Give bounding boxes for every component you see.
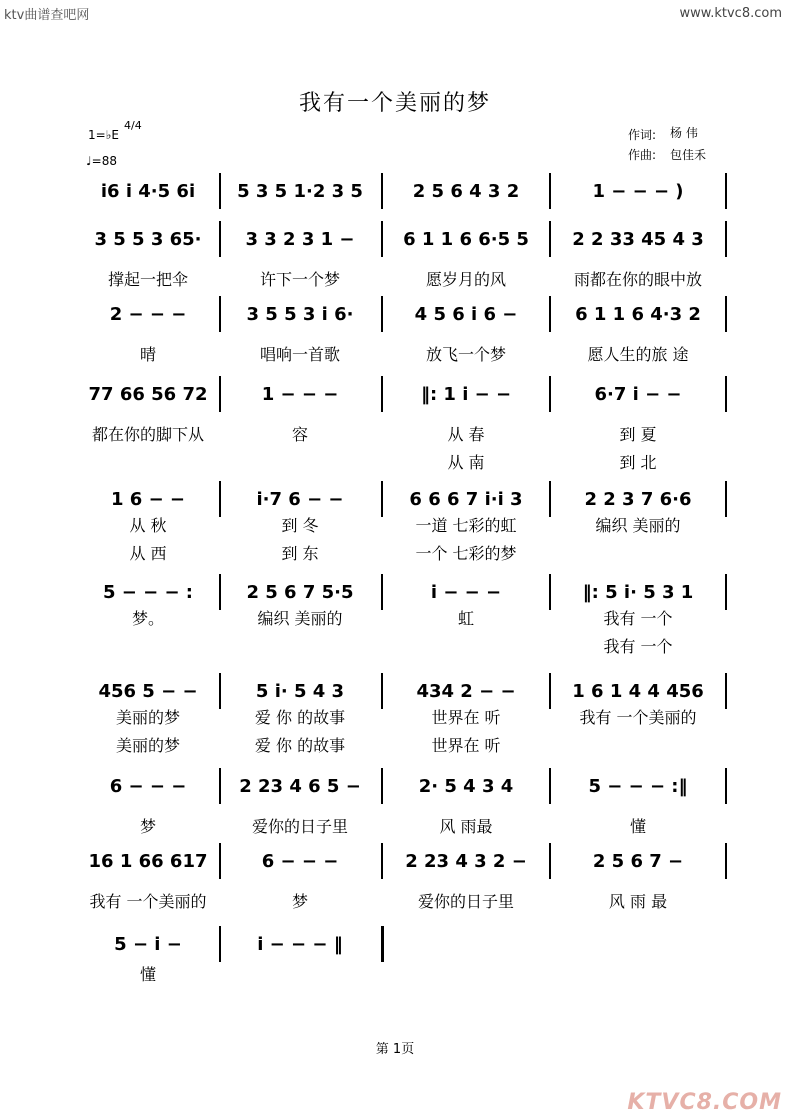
time-signature: 4/4: [124, 119, 142, 132]
lyric-text: 都在你的脚下从: [91, 424, 204, 444]
measure: [384, 380, 548, 408]
bar-line: [725, 296, 727, 332]
measure: [220, 300, 380, 328]
lyric-text: 梦。: [131, 608, 164, 628]
bar-line: [725, 481, 727, 517]
lyricist-label: 作词:: [628, 128, 657, 142]
measure: [384, 300, 548, 328]
bar-line: [381, 673, 383, 709]
lyric-text: 到 冬: [281, 515, 319, 535]
lyric-line: [78, 889, 724, 911]
lyric-line: [78, 450, 724, 472]
bar-line: [725, 574, 727, 610]
lyric-measure: [220, 814, 380, 836]
bar-line: [381, 574, 383, 610]
measure-notes: 2 5 6 4 3 2: [412, 180, 520, 202]
watermark-right: www.ktvc8.com: [679, 6, 782, 21]
measure-notes: 6 1 1 6 6·5 5: [403, 228, 529, 250]
composer-label: 作曲:: [628, 148, 657, 162]
watermark-left: ktv曲谱查吧网: [4, 8, 90, 23]
measure: [384, 578, 548, 606]
lyric-text: 愿岁月的风: [425, 269, 506, 289]
bar-line: [725, 376, 727, 412]
lyric-measure: [552, 342, 724, 364]
lyric-text: 我有 一个: [603, 608, 673, 628]
lyric-text: 到 夏: [619, 424, 657, 444]
measure: [78, 300, 218, 328]
measure: [384, 847, 548, 875]
lyric-text: 从 西: [129, 543, 167, 563]
measure: [220, 177, 380, 205]
measure-notes: 5 − i −: [114, 933, 182, 955]
measure-notes: 434 2 − −: [416, 680, 516, 702]
measure-notes: 1 6 1 4 4 456: [572, 680, 704, 702]
lyric-measure: [78, 634, 218, 656]
measure-notes: 16 1 66 617: [88, 850, 208, 872]
lyric-measure: [384, 422, 548, 444]
tempo-marking: ♩=88: [86, 154, 117, 168]
lyric-line: [78, 342, 724, 364]
measure: [220, 772, 380, 800]
lyric-measure: [78, 705, 218, 727]
measure: [78, 225, 218, 253]
lyric-measure: [384, 814, 548, 836]
ktvc8-logo: KTVC8.COM: [627, 1090, 782, 1115]
lyric-line: [78, 733, 724, 755]
lyric-measure: [78, 962, 218, 984]
lyric-measure: [78, 513, 218, 535]
measure: [220, 677, 380, 705]
bar-line: [381, 843, 383, 879]
measure: [78, 485, 218, 513]
lyric-measure: [220, 422, 380, 444]
lyric-measure: [552, 541, 724, 563]
measure: [78, 677, 218, 705]
lyric-text: 雨都在你的眼中放: [573, 269, 702, 289]
bar-line: [549, 221, 551, 257]
notation-line: [78, 930, 724, 958]
lyric-measure: [220, 541, 380, 563]
lyric-text: 到 北: [619, 452, 657, 472]
lyric-text: 撑起一把伞: [107, 269, 188, 289]
lyric-text: 我有 一个美丽的: [579, 707, 697, 727]
measure-notes: 6 − − −: [261, 850, 339, 872]
measure-notes: 2 5 6 7 −: [592, 850, 684, 872]
lyric-text: 世界在 听: [431, 735, 501, 755]
measure: [220, 380, 380, 408]
measure-notes: 2 2 33 45 4 3: [572, 228, 704, 250]
measure: [552, 177, 724, 205]
measure: [552, 677, 724, 705]
measure-notes: 6 − − −: [109, 775, 187, 797]
notation-line: [78, 380, 724, 408]
measure: [552, 578, 724, 606]
lyric-measure: [220, 342, 380, 364]
measure: [78, 930, 218, 958]
lyric-line: [78, 513, 724, 535]
lyric-text: 世界在 听: [431, 707, 501, 727]
lyric-measure: [220, 705, 380, 727]
measure: [78, 380, 218, 408]
measure: [220, 930, 380, 958]
lyric-measure: [220, 450, 380, 472]
notation-line: [78, 177, 724, 205]
notation-line: [78, 578, 724, 606]
lyric-measure: [384, 541, 548, 563]
measure-notes: i − − −: [430, 581, 502, 603]
measure-notes: 77 66 56 72: [88, 383, 208, 405]
lyric-measure: [220, 606, 380, 628]
notation-line: [78, 677, 724, 705]
bar-line: [725, 673, 727, 709]
lyric-measure: [552, 634, 724, 656]
measure-notes: 1 − − −: [261, 383, 339, 405]
measure: [78, 847, 218, 875]
measure: [552, 772, 724, 800]
measure-notes: 2· 5 4 3 4: [418, 775, 514, 797]
lyric-measure: [220, 267, 380, 289]
lyric-text: 爱 你 的故事: [254, 707, 346, 727]
bar-line: [725, 173, 727, 209]
measure-notes: 2 23 4 3 2 −: [405, 850, 527, 872]
lyric-measure: [384, 513, 548, 535]
lyric-measure: [384, 450, 548, 472]
bar-line: [725, 843, 727, 879]
lyric-text: 我有 一个: [603, 636, 673, 656]
lyric-measure: [384, 267, 548, 289]
measure-notes: ‖: 1 i − −: [420, 383, 512, 405]
lyric-line: [78, 541, 724, 563]
lyric-text: 虹: [457, 608, 474, 628]
lyric-text: 梦: [291, 891, 308, 911]
lyric-text: 晴: [139, 344, 156, 364]
bar-line: [549, 481, 551, 517]
bar-line: [549, 673, 551, 709]
lyric-measure: [552, 422, 724, 444]
lyric-text: 懂: [139, 964, 156, 984]
lyric-text: 唱响一首歌: [259, 344, 340, 364]
lyric-measure: [552, 705, 724, 727]
lyric-text: 爱你的日子里: [417, 891, 514, 911]
measure-notes: i6 i 4·5 6i: [100, 180, 196, 202]
bar-line: [381, 481, 383, 517]
page-number: 第 1页: [375, 1042, 415, 1057]
bar-line: [381, 221, 383, 257]
lyric-measure: [78, 814, 218, 836]
lyric-text: 美丽的梦: [115, 707, 180, 727]
bar-line: [549, 843, 551, 879]
lyric-measure: [78, 733, 218, 755]
measure-notes: 5 − − − :‖: [588, 775, 688, 797]
lyric-measure: [220, 733, 380, 755]
notation-line: [78, 485, 724, 513]
bar-line: [725, 221, 727, 257]
lyric-measure: [78, 422, 218, 444]
measure-notes: 2 − − −: [109, 303, 187, 325]
bar-line: [549, 768, 551, 804]
measure-notes: 2 2 3 7 6·6: [584, 488, 692, 510]
notation-line: [78, 225, 724, 253]
measure-notes: 1 6 − −: [110, 488, 185, 510]
notation-line: [78, 772, 724, 800]
song-title: 我有一个美丽的梦: [298, 91, 491, 116]
lyric-measure: [384, 889, 548, 911]
measure: [552, 380, 724, 408]
measure-notes: 2 5 6 7 5·5: [246, 581, 354, 603]
key-signature: 1=♭E: [88, 128, 119, 142]
lyric-line: [78, 422, 724, 444]
measure-notes: 6 1 1 6 4·3 2: [575, 303, 701, 325]
lyric-text: 从 秋: [129, 515, 167, 535]
bar-line: [549, 376, 551, 412]
notation-line: [78, 300, 724, 328]
lyric-text: 一道 七彩的虹: [415, 515, 517, 535]
lyric-measure: [220, 634, 380, 656]
measure-notes: 5 i· 5 4 3: [255, 680, 345, 702]
lyric-measure: [552, 450, 724, 472]
lyric-text: 许下一个梦: [259, 269, 340, 289]
measure: [384, 225, 548, 253]
lyric-text: 愿人生的旅 途: [587, 344, 689, 364]
measure: [384, 485, 548, 513]
lyric-text: 容: [291, 424, 308, 444]
measure-notes: 456 5 − −: [98, 680, 198, 702]
measure-notes: 6 6 6 7 i·i 3: [409, 488, 523, 510]
measure: [552, 485, 724, 513]
lyric-text: 梦: [139, 816, 156, 836]
notation-line: [78, 847, 724, 875]
lyric-measure: [384, 342, 548, 364]
lyric-measure: [384, 705, 548, 727]
lyric-text: 放飞一个梦: [425, 344, 506, 364]
bar-line: [549, 574, 551, 610]
lyric-text: 懂: [629, 816, 646, 836]
lyric-measure: [384, 733, 548, 755]
lyricist-name: 杨 伟: [670, 126, 698, 140]
lyric-text: 一个 七彩的梦: [415, 543, 517, 563]
lyric-line: [78, 705, 724, 727]
measure: [384, 177, 548, 205]
measure: [384, 772, 548, 800]
measure-notes: 3 5 5 3 65·: [94, 228, 202, 250]
bar-line: [381, 376, 383, 412]
measure: [78, 578, 218, 606]
lyric-measure: [552, 606, 724, 628]
lyric-text: 编织 美丽的: [595, 515, 681, 535]
lyric-text: 到 东: [281, 543, 319, 563]
measure-notes: 5 3 5 1·2 3 5: [237, 180, 363, 202]
lyric-measure: [78, 541, 218, 563]
lyric-measure: [552, 513, 724, 535]
measure: [220, 847, 380, 875]
lyric-measure: [552, 733, 724, 755]
lyric-measure: [220, 889, 380, 911]
bar-line: [381, 296, 383, 332]
measure-notes: 3 5 5 3 i 6·: [246, 303, 354, 325]
measure: [78, 177, 218, 205]
measure: [552, 225, 724, 253]
bar-line: [381, 926, 384, 962]
lyric-measure: [220, 962, 380, 984]
bar-line: [381, 768, 383, 804]
lyric-measure: [552, 814, 724, 836]
lyric-line: [78, 634, 724, 656]
lyric-text: 编织 美丽的: [257, 608, 343, 628]
bar-line: [549, 296, 551, 332]
measure-notes: ‖: 5 i· 5 3 1: [582, 581, 694, 603]
measure: [220, 485, 380, 513]
measure: [220, 225, 380, 253]
measure-notes: 6·7 i − −: [594, 383, 682, 405]
measure-notes: 4 5 6 i 6 −: [414, 303, 518, 325]
lyric-measure: [78, 342, 218, 364]
lyric-measure: [384, 606, 548, 628]
bar-line: [549, 173, 551, 209]
lyric-measure: [220, 513, 380, 535]
lyric-measure: [78, 606, 218, 628]
lyric-measure: [384, 634, 548, 656]
lyric-text: 风 雨 最: [608, 891, 668, 911]
lyric-measure: [552, 889, 724, 911]
lyric-measure: [78, 267, 218, 289]
lyric-measure: [78, 450, 218, 472]
lyric-text: 爱你的日子里: [251, 816, 348, 836]
lyric-text: 风 雨最: [439, 816, 493, 836]
measure: [220, 578, 380, 606]
lyric-line: [78, 962, 724, 984]
measure-notes: 1 − − − ): [592, 180, 684, 202]
measure: [78, 772, 218, 800]
lyric-line: [78, 606, 724, 628]
measure-notes: 3 3 2 3 1 −: [245, 228, 355, 250]
measure-notes: i·7 6 − −: [256, 488, 344, 510]
measure: [552, 847, 724, 875]
measure-notes: i − − − ‖: [257, 933, 343, 955]
lyric-measure: [552, 267, 724, 289]
lyric-text: 从 南: [447, 452, 485, 472]
lyric-line: [78, 267, 724, 289]
measure: [552, 300, 724, 328]
lyric-text: 美丽的梦: [115, 735, 180, 755]
measure: [384, 677, 548, 705]
measure-notes: 2 23 4 6 5 −: [239, 775, 361, 797]
measure-notes: 5 − − − :: [102, 581, 194, 603]
lyric-line: [78, 814, 724, 836]
lyric-text: 从 春: [447, 424, 485, 444]
lyric-measure: [78, 889, 218, 911]
bar-line: [725, 768, 727, 804]
bar-line: [381, 173, 383, 209]
composer-name: 包佳禾: [670, 148, 707, 162]
lyric-text: 我有 一个美丽的: [89, 891, 207, 911]
lyric-text: 爱 你 的故事: [254, 735, 346, 755]
